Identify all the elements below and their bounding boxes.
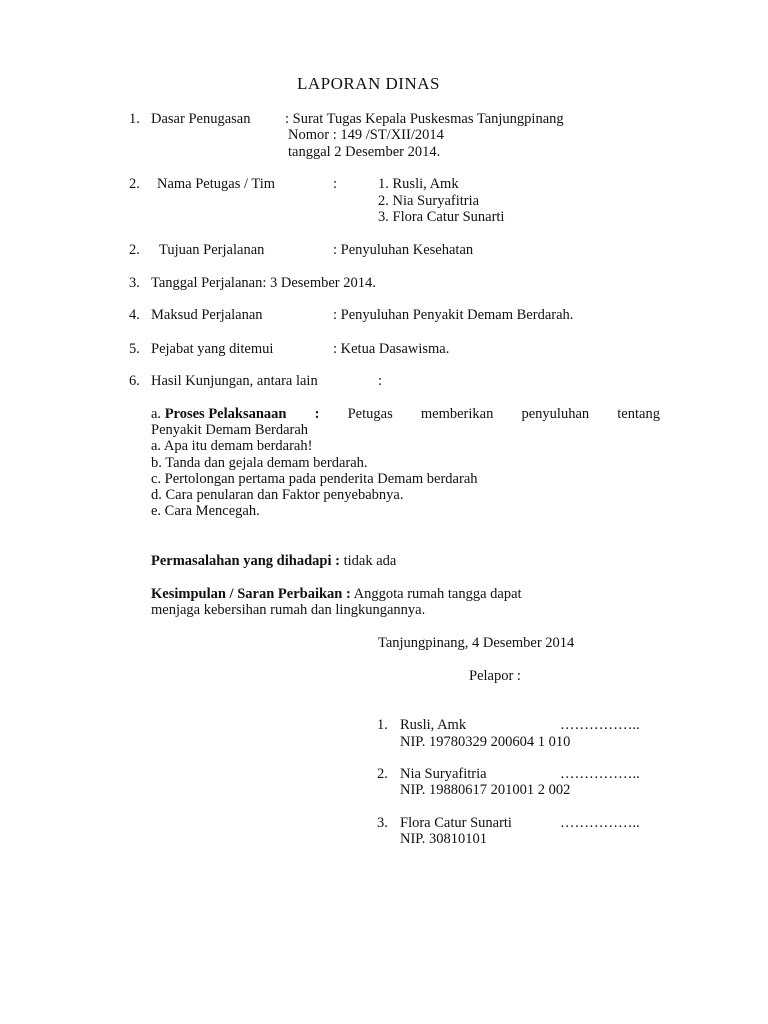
dasar-nomor: Nomor : 149 /ST/XII/2014 bbox=[288, 127, 444, 143]
pejabat-value: : Ketua Dasawisma. bbox=[333, 341, 450, 357]
item-number: 1. bbox=[129, 111, 140, 127]
signer-name: Rusli, Amk bbox=[400, 717, 467, 733]
kesimpulan-line bbox=[151, 586, 522, 602]
proses-line2: Penyakit Demam Berdarah bbox=[151, 422, 309, 438]
maksud-value: : Penyuluhan Penyakit Demam Berdarah. bbox=[333, 307, 574, 323]
petugas-colon: : bbox=[333, 176, 338, 192]
proses-point: d. Cara penularan dan Faktor penyebabnya. bbox=[151, 487, 404, 503]
item-number: 6. bbox=[129, 373, 140, 389]
signer-nip: NIP. 19780329 200604 1 010 bbox=[400, 734, 571, 750]
tanggal-text: Tanggal Perjalanan: 3 Desember 2014. bbox=[151, 275, 376, 291]
proses-colon: : bbox=[314, 406, 320, 422]
kesimpulan-value-line2: menjaga kebersihan rumah dan lingkungannya. bbox=[151, 602, 426, 618]
proses-point: e. Cara Mencegah. bbox=[151, 503, 260, 519]
pelapor-label: Pelapor : bbox=[469, 668, 521, 684]
proses-line bbox=[151, 406, 660, 422]
permasalahan-line bbox=[151, 553, 396, 569]
signer-name: Nia Suryafitria bbox=[400, 766, 487, 782]
item-number: 4. bbox=[129, 307, 140, 323]
petugas-member: 3. Flora Catur Sunarti bbox=[378, 209, 505, 225]
signature-dots: …………….. bbox=[560, 766, 640, 782]
proses-word: Petugas bbox=[347, 406, 393, 422]
petugas-label: Nama Petugas / Tim bbox=[157, 176, 276, 192]
kesimpulan-label: Kesimpulan / Saran Perbaikan : bbox=[151, 586, 351, 602]
proses-point: c. Pertolongan pertama pada penderita Demam berdarah bbox=[151, 471, 478, 487]
proses-prefix-heading: a. Proses Pelaksanaan bbox=[151, 406, 287, 422]
petugas-member: 1. Rusli, Amk bbox=[378, 176, 459, 192]
signer-number: 2. bbox=[377, 766, 388, 782]
kesimpulan-value: Anggota rumah tangga dapat bbox=[350, 586, 522, 602]
proses-word: memberikan bbox=[420, 406, 494, 422]
signer-number: 3. bbox=[377, 815, 388, 831]
signature-dots: …………….. bbox=[560, 815, 640, 831]
proses-word: tentang bbox=[617, 406, 660, 422]
place-date: Tanjungpinang, 4 Desember 2014 bbox=[378, 635, 575, 651]
dasar-label: Dasar Penugasan bbox=[151, 111, 251, 127]
hasil-colon: : bbox=[378, 373, 383, 389]
hasil-label: Hasil Kunjungan, antara lain bbox=[151, 373, 318, 389]
dasar-tanggal: tanggal 2 Desember 2014. bbox=[288, 144, 441, 160]
item-number: 2. bbox=[129, 242, 140, 258]
signer-nip: NIP. 19880617 201001 2 002 bbox=[400, 782, 571, 798]
tujuan-value: : Penyuluhan Kesehatan bbox=[333, 242, 474, 258]
page-title: LAPORAN DINAS bbox=[297, 74, 440, 93]
maksud-label: Maksud Perjalanan bbox=[151, 307, 263, 323]
signer-nip: NIP. 30810101 bbox=[400, 831, 488, 847]
petugas-member: 2. Nia Suryafitria bbox=[378, 193, 480, 209]
signer-number: 1. bbox=[377, 717, 388, 733]
permasalahan-label: Permasalahan yang dihadapi : bbox=[151, 553, 340, 569]
signer-name: Flora Catur Sunarti bbox=[400, 815, 512, 831]
item-number: 5. bbox=[129, 341, 140, 357]
proses-point: a. Apa itu demam berdarah! bbox=[151, 438, 313, 454]
dasar-value: : Surat Tugas Kepala Puskesmas Tanjungpinang bbox=[285, 111, 564, 127]
proses-point: b. Tanda dan gejala demam berdarah. bbox=[151, 455, 368, 471]
signature-dots: …………….. bbox=[560, 717, 640, 733]
item-number: 2. bbox=[129, 176, 140, 192]
pejabat-label: Pejabat yang ditemui bbox=[151, 341, 274, 357]
tujuan-label: Tujuan Perjalanan bbox=[159, 242, 265, 258]
item-number: 3. bbox=[129, 275, 140, 291]
permasalahan-value: tidak ada bbox=[339, 553, 397, 569]
proses-word: penyuluhan bbox=[521, 406, 590, 422]
